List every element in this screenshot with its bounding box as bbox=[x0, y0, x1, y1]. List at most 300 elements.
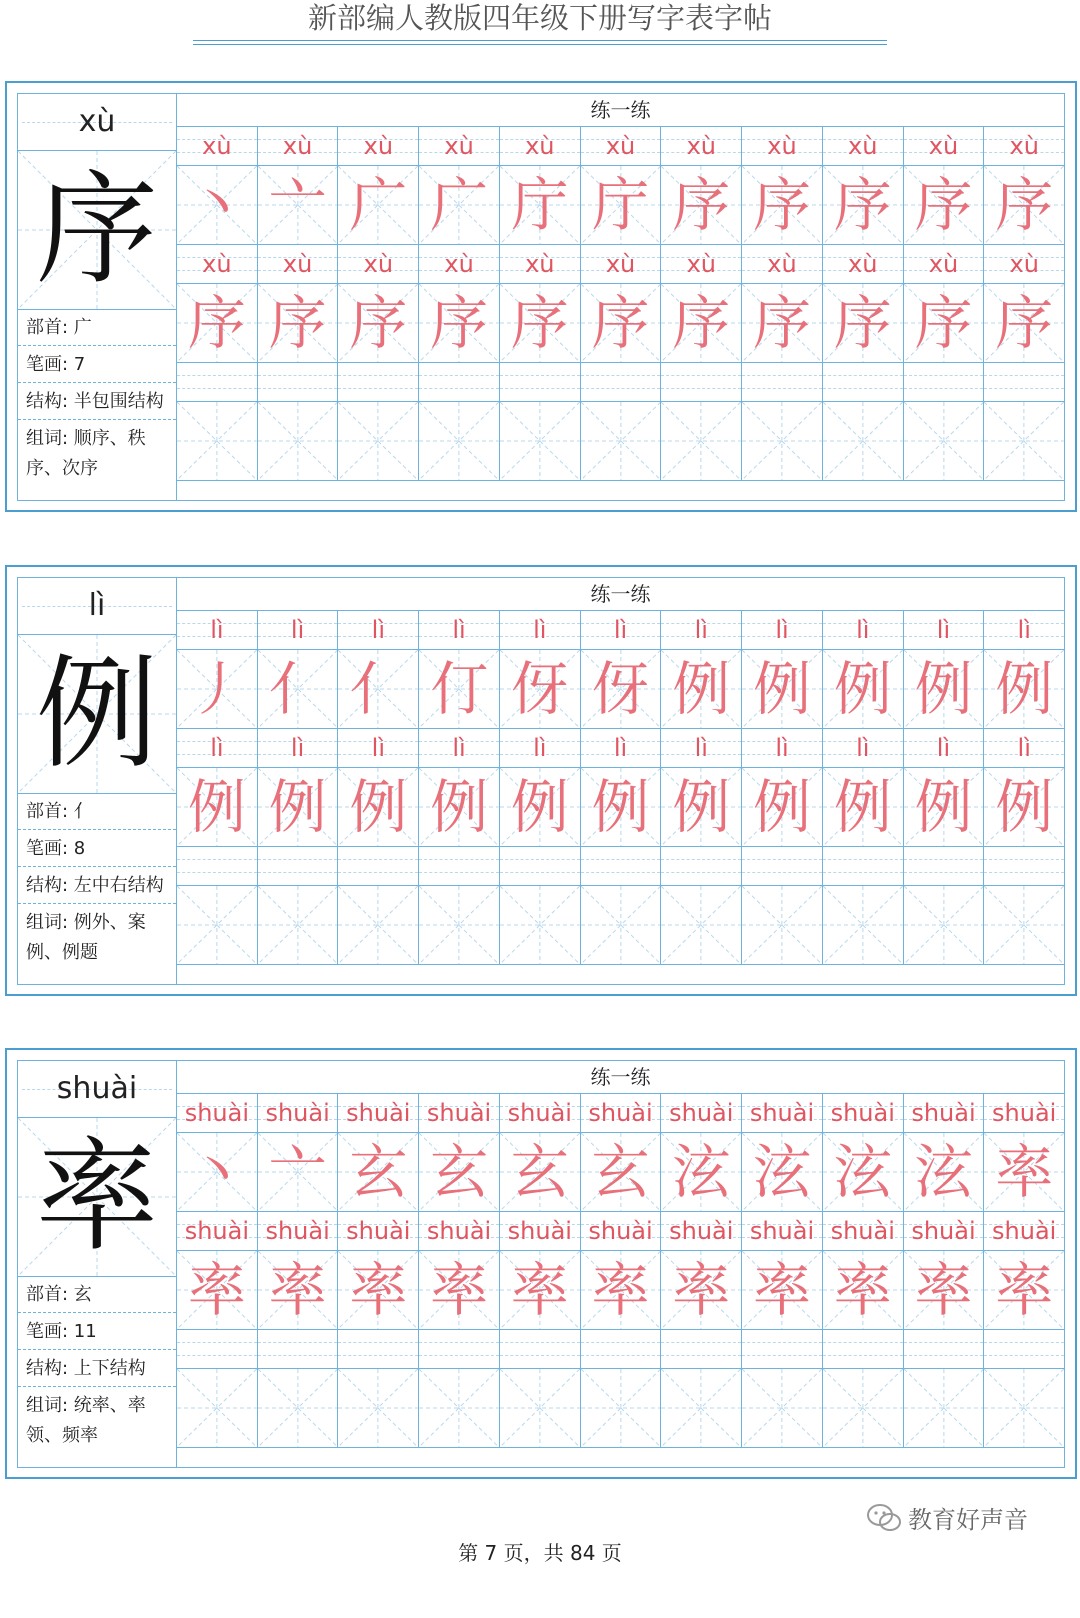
stroke-count-info-value: 11 bbox=[73, 1321, 97, 1342]
pinyin-trace: shuài bbox=[911, 1099, 976, 1127]
tian-grid-cell[interactable] bbox=[742, 886, 823, 965]
pinyin-cell[interactable] bbox=[742, 1330, 823, 1369]
tian-grid-cell[interactable] bbox=[419, 1369, 500, 1448]
tian-grid-cell[interactable] bbox=[742, 768, 823, 847]
pinyin-cell[interactable] bbox=[258, 245, 339, 284]
pinyin-guide-line bbox=[661, 859, 741, 860]
pinyin-box bbox=[18, 1061, 176, 1118]
tian-grid-cell[interactable] bbox=[500, 166, 581, 245]
character-trace: 序 bbox=[187, 289, 246, 357]
pinyin-practice-row bbox=[177, 363, 1064, 402]
pinyin-cell[interactable] bbox=[338, 1212, 419, 1251]
tian-grid-cell[interactable] bbox=[338, 1369, 419, 1448]
tian-grid-cell[interactable] bbox=[177, 886, 258, 965]
pinyin-cell[interactable] bbox=[258, 611, 339, 650]
pinyin-cell[interactable] bbox=[823, 847, 904, 886]
pinyin-cell[interactable] bbox=[823, 1330, 904, 1369]
tian-grid-guide bbox=[581, 886, 661, 964]
tian-grid-guide bbox=[984, 1369, 1064, 1447]
pinyin-trace: lì bbox=[210, 734, 224, 762]
pinyin-cell[interactable] bbox=[177, 1094, 258, 1133]
pinyin-cell[interactable] bbox=[258, 127, 339, 166]
pinyin-cell[interactable] bbox=[904, 1212, 985, 1251]
pinyin-guide-line bbox=[500, 872, 580, 873]
pinyin-cell[interactable] bbox=[823, 363, 904, 402]
tian-grid-cell[interactable] bbox=[258, 166, 339, 245]
pinyin-cell[interactable] bbox=[258, 1094, 339, 1133]
pinyin-cell[interactable] bbox=[742, 729, 823, 768]
pinyin-cell[interactable] bbox=[661, 611, 742, 650]
pinyin-cell[interactable] bbox=[419, 363, 500, 402]
tian-grid-cell[interactable] bbox=[581, 1369, 662, 1448]
tian-grid-cell[interactable] bbox=[742, 166, 823, 245]
tian-grid-cell[interactable] bbox=[984, 886, 1064, 965]
pinyin-cell[interactable] bbox=[742, 245, 823, 284]
tian-grid-cell[interactable] bbox=[258, 650, 339, 729]
pinyin-guide-line bbox=[581, 872, 661, 873]
tian-grid-guide bbox=[419, 1369, 499, 1447]
pinyin-cell[interactable] bbox=[984, 847, 1064, 886]
pinyin-cell[interactable] bbox=[984, 1212, 1064, 1251]
pinyin-guide-line bbox=[419, 1342, 499, 1343]
pinyin-cell[interactable] bbox=[177, 245, 258, 284]
tian-grid-cell[interactable] bbox=[661, 166, 742, 245]
practice-header: 练一练 bbox=[177, 1061, 1064, 1094]
tian-grid-guide bbox=[338, 886, 418, 964]
pinyin-trace: lì bbox=[613, 616, 628, 644]
pinyin-trace: lì bbox=[1017, 734, 1031, 762]
pinyin-cell[interactable] bbox=[823, 127, 904, 166]
pinyin-cell[interactable] bbox=[823, 1094, 904, 1133]
stroke-order-trace: 亠 bbox=[268, 1138, 327, 1206]
tian-grid-cell[interactable] bbox=[581, 768, 662, 847]
pinyin-cell[interactable] bbox=[258, 1330, 339, 1369]
tian-grid-cell[interactable] bbox=[177, 650, 258, 729]
pinyin-cell[interactable] bbox=[338, 729, 419, 768]
pinyin-trace: lì bbox=[1017, 616, 1031, 644]
character-trace: 序 bbox=[995, 289, 1054, 357]
tian-grid-cell[interactable] bbox=[984, 402, 1064, 481]
tian-grid-cell[interactable] bbox=[661, 886, 742, 965]
pinyin-trace: xù bbox=[1009, 132, 1039, 160]
tian-grid-cell[interactable] bbox=[661, 402, 742, 481]
pinyin-guide-line bbox=[984, 872, 1064, 873]
tian-grid-cell[interactable] bbox=[177, 284, 258, 363]
tian-grid-cell[interactable] bbox=[419, 284, 500, 363]
tian-grid-cell[interactable] bbox=[338, 166, 419, 245]
pinyin-guide-line bbox=[581, 859, 661, 860]
pinyin-cell[interactable] bbox=[177, 1330, 258, 1369]
pinyin-cell[interactable] bbox=[177, 363, 258, 402]
tian-grid-cell[interactable] bbox=[338, 1251, 419, 1330]
tian-grid-cell[interactable] bbox=[338, 768, 419, 847]
pinyin-trace: xù bbox=[525, 132, 555, 160]
pinyin-cell[interactable] bbox=[500, 1094, 581, 1133]
model-character-box bbox=[18, 635, 176, 794]
tian-grid-cell[interactable] bbox=[177, 1251, 258, 1330]
tian-grid-cell[interactable] bbox=[258, 284, 339, 363]
pinyin-cell[interactable] bbox=[581, 363, 662, 402]
pinyin-cell[interactable] bbox=[984, 1330, 1064, 1369]
character-trace: 序 bbox=[510, 289, 569, 357]
tian-grid-cell[interactable] bbox=[177, 768, 258, 847]
tian-grid-cell[interactable] bbox=[823, 650, 904, 729]
tian-grid-guide bbox=[419, 886, 499, 964]
pinyin-cell[interactable] bbox=[661, 1094, 742, 1133]
tian-grid-cell[interactable] bbox=[500, 1369, 581, 1448]
tian-grid-cell[interactable] bbox=[581, 166, 662, 245]
pinyin-cell[interactable] bbox=[419, 611, 500, 650]
tian-grid-cell[interactable] bbox=[984, 166, 1064, 245]
tian-grid-cell[interactable] bbox=[823, 1369, 904, 1448]
pinyin-cell[interactable] bbox=[661, 127, 742, 166]
pinyin-guide-line bbox=[500, 1355, 580, 1356]
pinyin-cell[interactable] bbox=[661, 245, 742, 284]
pinyin-cell[interactable] bbox=[258, 363, 339, 402]
pinyin-trace: shuài bbox=[507, 1099, 572, 1127]
tian-grid-guide bbox=[258, 1369, 338, 1447]
pinyin-guide-line bbox=[742, 1355, 822, 1356]
pinyin-cell[interactable] bbox=[581, 729, 662, 768]
pinyin-guide-line bbox=[500, 1342, 580, 1343]
pinyin-cell[interactable] bbox=[500, 127, 581, 166]
pinyin-cell[interactable] bbox=[823, 1212, 904, 1251]
tian-grid-cell[interactable] bbox=[581, 402, 662, 481]
pinyin-cell[interactable] bbox=[177, 127, 258, 166]
card-inner bbox=[17, 1060, 1065, 1468]
character-trace: 例 bbox=[995, 773, 1054, 841]
tian-grid-cell[interactable] bbox=[823, 402, 904, 481]
stroke-order-trace: 序 bbox=[753, 171, 812, 239]
tian-grid-guide bbox=[258, 402, 338, 480]
pinyin-cell[interactable] bbox=[823, 611, 904, 650]
tian-grid-cell[interactable] bbox=[661, 1369, 742, 1448]
tian-grid-cell[interactable] bbox=[742, 284, 823, 363]
pinyin-guide-line bbox=[500, 375, 580, 376]
tian-grid-cell[interactable] bbox=[742, 402, 823, 481]
pinyin-cell[interactable] bbox=[984, 1094, 1064, 1133]
pinyin-cell[interactable] bbox=[500, 363, 581, 402]
pinyin-guide-line bbox=[661, 872, 741, 873]
pinyin-cell[interactable] bbox=[742, 363, 823, 402]
tian-grid-cell[interactable] bbox=[581, 1251, 662, 1330]
pinyin-guide-line bbox=[661, 1342, 741, 1343]
pinyin-cell[interactable] bbox=[338, 1330, 419, 1369]
tian-grid-cell[interactable] bbox=[904, 886, 985, 965]
character-practice-row bbox=[177, 768, 1064, 847]
tian-grid-cell[interactable] bbox=[742, 1133, 823, 1212]
pinyin-cell[interactable] bbox=[581, 1212, 662, 1251]
tian-grid-cell[interactable] bbox=[419, 650, 500, 729]
tian-grid-cell[interactable] bbox=[661, 1251, 742, 1330]
tian-grid-cell[interactable] bbox=[258, 768, 339, 847]
pinyin-cell[interactable] bbox=[661, 847, 742, 886]
pinyin-cell[interactable] bbox=[177, 847, 258, 886]
pinyin-guide-line bbox=[984, 375, 1064, 376]
tian-grid-cell[interactable] bbox=[581, 886, 662, 965]
tian-grid-cell[interactable] bbox=[661, 1133, 742, 1212]
pinyin-trace: shuài bbox=[346, 1099, 411, 1127]
stroke-order-trace: 丶 bbox=[187, 171, 246, 239]
pinyin-cell[interactable] bbox=[419, 127, 500, 166]
pinyin-cell[interactable] bbox=[177, 611, 258, 650]
pinyin-cell[interactable] bbox=[581, 1330, 662, 1369]
pinyin-cell[interactable] bbox=[258, 729, 339, 768]
tian-grid-cell[interactable] bbox=[904, 166, 985, 245]
tian-grid-cell[interactable] bbox=[177, 1133, 258, 1212]
tian-grid-cell[interactable] bbox=[419, 886, 500, 965]
pinyin-cell[interactable] bbox=[338, 611, 419, 650]
pinyin-cell[interactable] bbox=[177, 729, 258, 768]
word-examples-label: 组词: bbox=[26, 1395, 74, 1416]
pinyin-cell[interactable] bbox=[500, 1212, 581, 1251]
tian-grid-cell[interactable] bbox=[661, 768, 742, 847]
pinyin-trace: shuài bbox=[265, 1217, 330, 1245]
pinyin-guide-line bbox=[823, 375, 903, 376]
pinyin-cell[interactable] bbox=[661, 363, 742, 402]
pinyin-trace: shuài bbox=[265, 1099, 330, 1127]
tian-grid-cell[interactable] bbox=[419, 166, 500, 245]
pinyin-cell[interactable] bbox=[419, 1094, 500, 1133]
tian-grid-guide bbox=[581, 402, 661, 480]
pinyin-cell[interactable] bbox=[904, 363, 985, 402]
pinyin-practice-row bbox=[177, 1330, 1064, 1369]
pinyin-cell[interactable] bbox=[581, 1094, 662, 1133]
tian-grid-cell[interactable] bbox=[419, 402, 500, 481]
pinyin-cell[interactable] bbox=[742, 127, 823, 166]
pinyin-cell[interactable] bbox=[500, 611, 581, 650]
tian-grid-guide bbox=[500, 402, 580, 480]
pinyin-cell[interactable] bbox=[581, 847, 662, 886]
stroke-order-trace: 泫 bbox=[753, 1138, 812, 1206]
tian-grid-cell[interactable] bbox=[984, 768, 1064, 847]
stroke-order-trace: 丿 bbox=[187, 655, 246, 723]
tian-grid-cell[interactable] bbox=[338, 886, 419, 965]
tian-grid-cell[interactable] bbox=[823, 886, 904, 965]
tian-grid-cell[interactable] bbox=[823, 166, 904, 245]
tian-grid-cell[interactable] bbox=[500, 650, 581, 729]
tian-grid-cell[interactable] bbox=[581, 650, 662, 729]
word-examples-label: 组词: bbox=[26, 912, 74, 933]
tian-grid-cell[interactable] bbox=[258, 1369, 339, 1448]
practice-header: 练一练 bbox=[177, 94, 1064, 127]
pinyin-guide-line bbox=[338, 859, 418, 860]
tian-grid-guide bbox=[581, 1369, 661, 1447]
radical-info bbox=[18, 794, 176, 830]
pinyin-cell[interactable] bbox=[419, 729, 500, 768]
pinyin-cell[interactable] bbox=[984, 363, 1064, 402]
pinyin-trace: xù bbox=[444, 132, 474, 160]
structure-info bbox=[18, 868, 176, 904]
tian-grid-cell[interactable] bbox=[500, 886, 581, 965]
tian-grid-cell[interactable] bbox=[904, 650, 985, 729]
tian-grid-cell[interactable] bbox=[338, 1133, 419, 1212]
pinyin-trace: lì bbox=[533, 616, 547, 644]
tian-grid-cell[interactable] bbox=[984, 1369, 1064, 1448]
character-trace: 率 bbox=[187, 1256, 246, 1324]
tian-grid-cell[interactable] bbox=[338, 284, 419, 363]
pinyin-cell[interactable] bbox=[984, 611, 1064, 650]
pinyin-cell[interactable] bbox=[904, 729, 985, 768]
character-info-panel bbox=[18, 94, 177, 500]
structure-info-value: 半包围结构 bbox=[73, 391, 164, 412]
tian-grid-cell[interactable] bbox=[742, 1369, 823, 1448]
tian-grid-cell[interactable] bbox=[419, 1133, 500, 1212]
pinyin-cell[interactable] bbox=[419, 847, 500, 886]
tian-grid-cell[interactable] bbox=[419, 768, 500, 847]
pinyin-cell[interactable] bbox=[177, 1212, 258, 1251]
tian-grid-cell[interactable] bbox=[823, 768, 904, 847]
tian-grid-cell[interactable] bbox=[338, 650, 419, 729]
pinyin-cell[interactable] bbox=[984, 127, 1064, 166]
pinyin-guide-line bbox=[661, 388, 741, 389]
tian-grid-cell[interactable] bbox=[742, 1251, 823, 1330]
tian-grid-cell[interactable] bbox=[984, 1133, 1064, 1212]
tian-grid-cell[interactable] bbox=[823, 284, 904, 363]
tian-grid-cell[interactable] bbox=[904, 1133, 985, 1212]
tian-grid-cell[interactable] bbox=[904, 768, 985, 847]
pinyin-cell[interactable] bbox=[338, 127, 419, 166]
pinyin-cell[interactable] bbox=[419, 245, 500, 284]
pinyin-guide-line bbox=[904, 375, 984, 376]
pinyin-guide-line bbox=[419, 1355, 499, 1356]
tian-grid-cell[interactable] bbox=[581, 1133, 662, 1212]
character-trace: 例 bbox=[430, 773, 489, 841]
tian-grid-cell[interactable] bbox=[500, 1133, 581, 1212]
stroke-count-info-value: 7 bbox=[73, 354, 86, 375]
pinyin-cell[interactable] bbox=[500, 245, 581, 284]
tian-grid-cell[interactable] bbox=[419, 1251, 500, 1330]
character-trace: 率 bbox=[753, 1256, 812, 1324]
tian-grid-guide bbox=[904, 402, 984, 480]
character-trace: 率 bbox=[833, 1256, 892, 1324]
pinyin-trace: xù bbox=[605, 250, 636, 278]
word-examples-value: 例外、案例、例题 bbox=[26, 912, 146, 963]
pinyin-trace: xù bbox=[363, 250, 394, 278]
pinyin-cell[interactable] bbox=[823, 245, 904, 284]
pinyin-cell[interactable] bbox=[742, 847, 823, 886]
tian-grid-cell[interactable] bbox=[904, 1369, 985, 1448]
tian-grid-guide bbox=[500, 1369, 580, 1447]
tian-grid-cell[interactable] bbox=[258, 1251, 339, 1330]
stroke-order-trace: 率 bbox=[995, 1138, 1054, 1206]
tian-grid-cell[interactable] bbox=[904, 402, 985, 481]
pinyin-cell[interactable] bbox=[742, 611, 823, 650]
stroke-order-trace: 例 bbox=[833, 655, 892, 723]
pinyin-cell[interactable] bbox=[904, 1094, 985, 1133]
pinyin-cell[interactable] bbox=[581, 611, 662, 650]
tian-grid-cell[interactable] bbox=[904, 1251, 985, 1330]
pinyin-guide-line bbox=[823, 859, 903, 860]
pinyin-cell[interactable] bbox=[742, 1212, 823, 1251]
character-trace: 率 bbox=[591, 1256, 650, 1324]
stroke-order-trace: 亻 bbox=[268, 655, 327, 723]
pinyin-cell[interactable] bbox=[419, 1330, 500, 1369]
tian-grid-cell[interactable] bbox=[904, 284, 985, 363]
pinyin-cell[interactable] bbox=[984, 729, 1064, 768]
tian-grid-guide bbox=[742, 886, 822, 964]
character-practice-row bbox=[177, 166, 1064, 245]
stroke-count-info-label: 笔画: bbox=[26, 354, 74, 375]
tian-grid-cell[interactable] bbox=[258, 886, 339, 965]
tian-grid-cell[interactable] bbox=[823, 1251, 904, 1330]
tian-grid-cell[interactable] bbox=[581, 284, 662, 363]
pinyin-cell[interactable] bbox=[258, 1212, 339, 1251]
pinyin-guide-line bbox=[177, 872, 257, 873]
pinyin-cell[interactable] bbox=[338, 245, 419, 284]
tian-grid-cell[interactable] bbox=[661, 284, 742, 363]
tian-grid-cell[interactable] bbox=[823, 1133, 904, 1212]
stroke-order-trace: 丶 bbox=[187, 1138, 246, 1206]
pinyin-cell[interactable] bbox=[500, 729, 581, 768]
pinyin-trace: lì bbox=[775, 616, 789, 644]
pinyin-cell[interactable] bbox=[661, 1330, 742, 1369]
pinyin-cell[interactable] bbox=[338, 847, 419, 886]
pinyin-guide-line bbox=[258, 1355, 338, 1356]
pinyin-cell[interactable] bbox=[338, 1094, 419, 1133]
title-rule-2 bbox=[193, 44, 887, 45]
character-practice-row bbox=[177, 1369, 1064, 1448]
tian-grid-cell[interactable] bbox=[338, 402, 419, 481]
pinyin-cell[interactable] bbox=[742, 1094, 823, 1133]
tian-grid-cell[interactable] bbox=[500, 402, 581, 481]
tian-grid-cell[interactable] bbox=[177, 1369, 258, 1448]
pinyin-cell[interactable] bbox=[500, 1330, 581, 1369]
pinyin-cell[interactable] bbox=[581, 127, 662, 166]
pinyin-cell[interactable] bbox=[984, 245, 1064, 284]
tian-grid-cell[interactable] bbox=[500, 1251, 581, 1330]
pinyin-cell[interactable] bbox=[904, 245, 985, 284]
tian-grid-cell[interactable] bbox=[984, 284, 1064, 363]
radical-info-value: 玄 bbox=[73, 1284, 92, 1305]
pinyin-cell[interactable] bbox=[661, 729, 742, 768]
pinyin-cell[interactable] bbox=[500, 847, 581, 886]
pinyin-guide-line bbox=[338, 1355, 418, 1356]
tian-grid-cell[interactable] bbox=[984, 650, 1064, 729]
character-practice-row bbox=[177, 284, 1064, 363]
character-trace: 例 bbox=[349, 773, 408, 841]
pinyin-cell[interactable] bbox=[904, 611, 985, 650]
pinyin-cell[interactable] bbox=[581, 245, 662, 284]
pinyin-trace: xù bbox=[928, 132, 959, 160]
practice-header: 练一练 bbox=[177, 578, 1064, 611]
tian-grid-guide bbox=[177, 886, 257, 964]
tian-grid-cell[interactable] bbox=[500, 768, 581, 847]
pinyin-guide-line bbox=[984, 859, 1064, 860]
tian-grid-cell[interactable] bbox=[177, 402, 258, 481]
tian-grid-cell[interactable] bbox=[661, 650, 742, 729]
pinyin-cell[interactable] bbox=[258, 847, 339, 886]
pinyin-cell[interactable] bbox=[904, 127, 985, 166]
pinyin-guide-line bbox=[177, 388, 257, 389]
tian-grid-cell[interactable] bbox=[177, 166, 258, 245]
pinyin-cell[interactable] bbox=[661, 1212, 742, 1251]
pinyin-trace: shuài bbox=[669, 1099, 734, 1127]
pinyin-cell[interactable] bbox=[338, 363, 419, 402]
tian-grid-cell[interactable] bbox=[258, 1133, 339, 1212]
stroke-order-trace: 庁 bbox=[591, 171, 650, 239]
tian-grid-cell[interactable] bbox=[500, 284, 581, 363]
tian-grid-cell[interactable] bbox=[742, 650, 823, 729]
pinyin-cell[interactable] bbox=[419, 1212, 500, 1251]
pinyin-cell[interactable] bbox=[904, 847, 985, 886]
pinyin-cell[interactable] bbox=[904, 1330, 985, 1369]
tian-grid-cell[interactable] bbox=[984, 1251, 1064, 1330]
pinyin-trace: shuài bbox=[184, 1099, 250, 1127]
character-trace: 序 bbox=[430, 289, 489, 357]
pinyin-cell[interactable] bbox=[823, 729, 904, 768]
tian-grid-cell[interactable] bbox=[258, 402, 339, 481]
